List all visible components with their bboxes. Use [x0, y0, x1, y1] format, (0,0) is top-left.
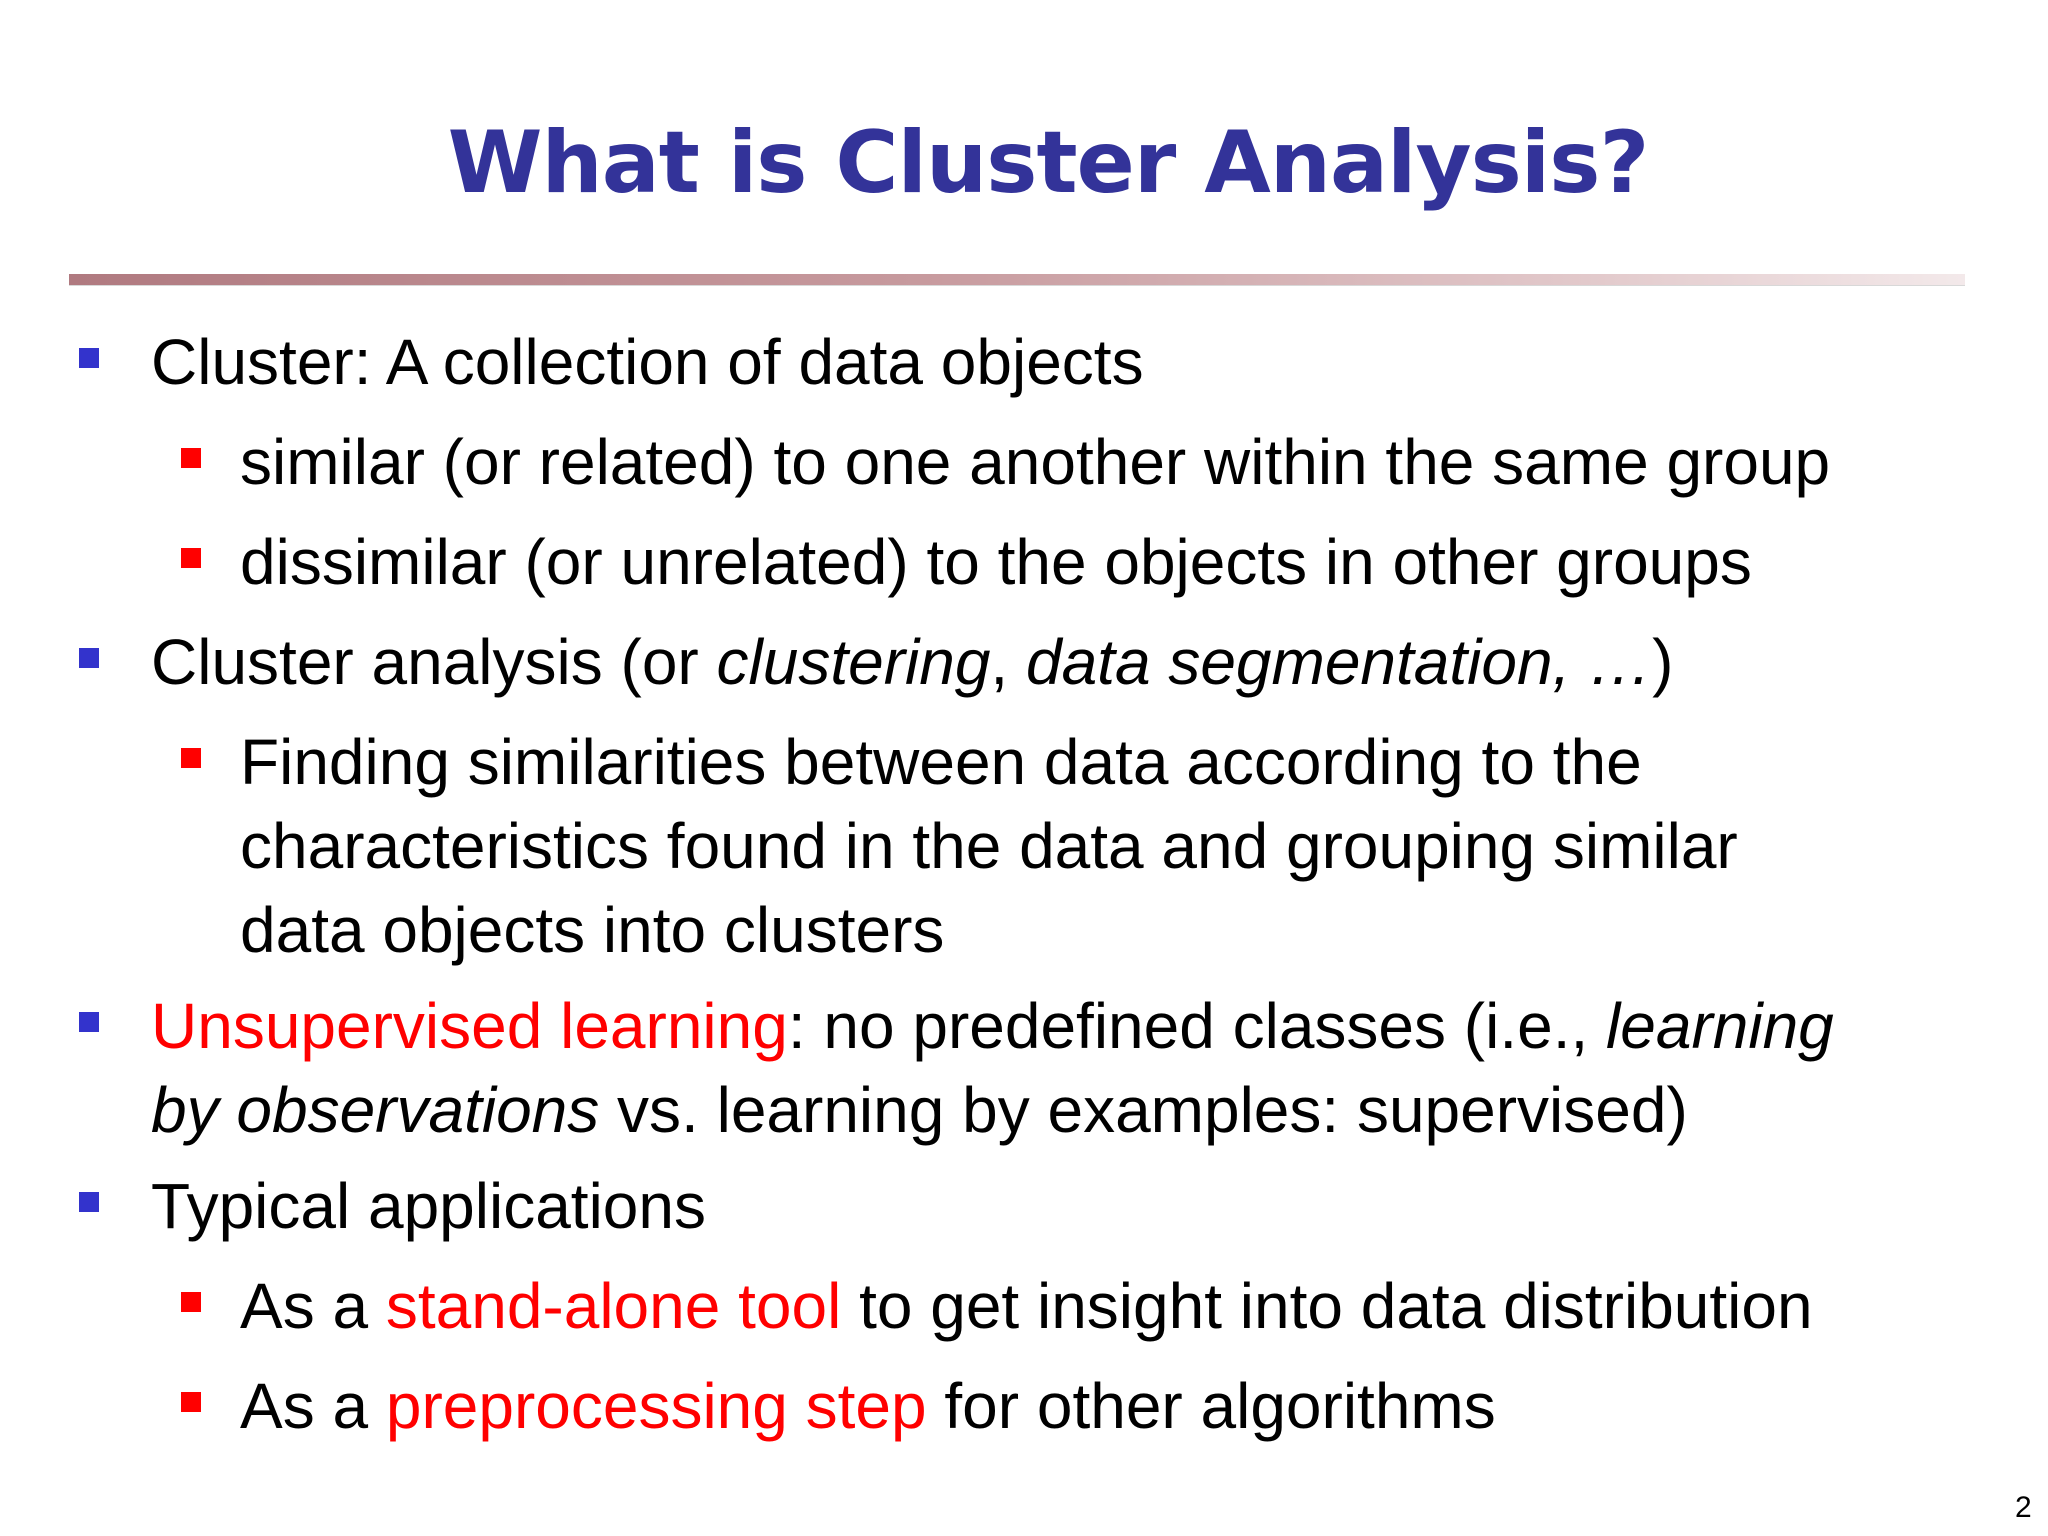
square-bullet-icon: [181, 548, 201, 568]
slide-title: What is Cluster Analysis?: [447, 113, 1649, 213]
bullet-typical-applications: [151, 1164, 706, 1248]
highlight-stand-alone-tool: stand-alone tool: [385, 1270, 842, 1342]
text-run: : no predefined classes (i.e.,: [787, 990, 1607, 1062]
bullet-text: dissimilar (or unrelated) to the objects in other groups: [240, 526, 1752, 598]
highlight-preprocessing-step: preprocessing step: [385, 1370, 927, 1442]
subbullet-preprocessing-step: [240, 1364, 1496, 1448]
square-bullet-icon: [79, 648, 99, 668]
page-number: 2: [2015, 1491, 2032, 1524]
square-bullet-icon: [79, 348, 99, 368]
bullet-cluster-definition: [151, 320, 1144, 404]
bullet-text: [240, 1270, 1813, 1342]
text-run: ,: [990, 626, 1026, 698]
subbullet-finding-similarities-line3: data objects into clusters: [240, 894, 945, 966]
emphasis-clustering: clustering: [716, 626, 991, 698]
bullet-text-line: Finding similarities between data according to the: [240, 726, 1642, 798]
text-run: ): [1652, 626, 1674, 698]
subbullet-similar: [240, 420, 1830, 504]
text-run: vs. learning by examples: supervised): [599, 1074, 1688, 1146]
square-bullet-icon: [181, 1292, 201, 1312]
text-run: for other algorithms: [926, 1370, 1496, 1442]
emphasis-learning: learning: [1606, 990, 1834, 1062]
square-bullet-icon: [181, 1392, 201, 1412]
bullet-cluster-analysis: [151, 620, 1673, 704]
emphasis-data-segmentation: data segmentation, …: [1025, 626, 1653, 698]
subbullet-finding-similarities-line2: characteristics found in the data and grouping similar: [240, 810, 1738, 882]
subbullet-finding-similarities: [240, 720, 1642, 804]
bullet-text: [151, 626, 1673, 698]
bullet-unsupervised-learning: [151, 984, 1834, 1068]
bullet-unsupervised-learning-line2: [151, 1068, 1688, 1152]
highlight-unsupervised-learning: Unsupervised learning: [151, 990, 788, 1062]
square-bullet-icon: [79, 1192, 99, 1212]
bullet-text: [151, 990, 1834, 1062]
bullet-text: [240, 1370, 1496, 1442]
text-run: As a: [240, 1370, 386, 1442]
text-run: Cluster analysis (or: [151, 626, 717, 698]
text-run: to get insight into data distribution: [841, 1270, 1813, 1342]
subbullet-stand-alone-tool: [240, 1264, 1813, 1348]
square-bullet-icon: [181, 748, 201, 768]
text-run: As a: [240, 1270, 386, 1342]
square-bullet-icon: [181, 448, 201, 468]
emphasis-by-observations: by observations: [151, 1074, 600, 1146]
square-bullet-icon: [79, 1012, 99, 1032]
bullet-text: similar (or related) to one another within the same group: [240, 426, 1831, 498]
bullet-text: Cluster: A collection of data objects: [151, 326, 1144, 398]
bullet-text: Typical applications: [151, 1170, 706, 1242]
subbullet-dissimilar: [240, 520, 1752, 604]
